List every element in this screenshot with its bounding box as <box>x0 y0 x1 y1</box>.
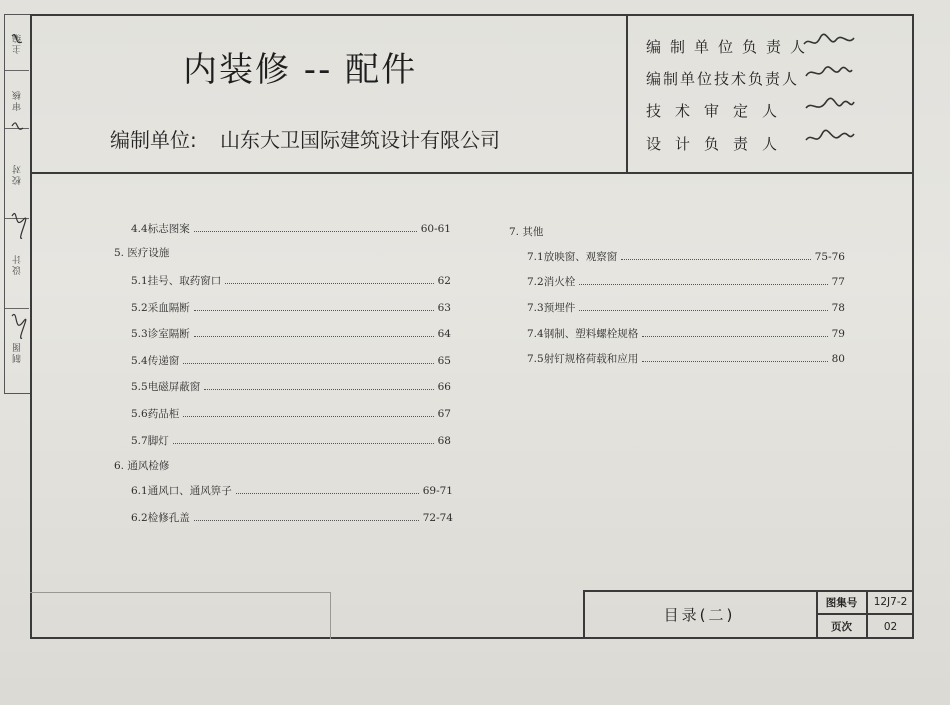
toc-item-text: 5.4传递窗 <box>131 355 180 367</box>
role-design-head: 设计负责人 <box>646 135 792 153</box>
toc-item-text: 5.3诊室隔断 <box>131 328 190 340</box>
sheet-title: 目录(二) <box>663 606 736 624</box>
toc-item-text: 5.6药品柜 <box>131 408 180 420</box>
toc-item-text: 4.4标志图案 <box>131 223 190 235</box>
toc-item-page: 72-74 <box>422 512 453 524</box>
toc-section: 6. 通风检修 <box>114 460 170 472</box>
atlas-number-label: 图集号 <box>825 596 858 609</box>
role-tech-head: 编制单位技术负责人 <box>646 70 800 88</box>
role-tech-reviewer: 技术审定人 <box>646 102 792 120</box>
toc-item[interactable] <box>131 300 451 315</box>
toc-item-page: 64 <box>437 328 451 340</box>
toc-item[interactable] <box>131 326 451 341</box>
toc-item-page: 67 <box>437 408 451 420</box>
page-title: 内装修 -- 配件 <box>183 50 418 90</box>
toc-item[interactable] <box>131 433 451 448</box>
toc-section: 5. 医疗设施 <box>114 247 170 259</box>
toc-item[interactable] <box>527 274 845 289</box>
toc-item-page: 62 <box>437 275 451 287</box>
toc-item-page: 75-76 <box>814 251 845 263</box>
signatures-image <box>800 30 860 160</box>
atlas-number-value: 12J7-2 <box>873 596 908 608</box>
toc-item-text: 7.2消火栓 <box>527 276 576 288</box>
toc-item-text: 7.3预埋件 <box>527 302 576 314</box>
toc-item[interactable] <box>527 326 845 341</box>
strip-label: 设计 <box>12 252 23 275</box>
toc-item-page: 60-61 <box>420 223 451 235</box>
toc-item-page: 77 <box>831 276 845 288</box>
toc-item-page: 79 <box>831 328 845 340</box>
strip-label: 校对 <box>12 162 23 185</box>
toc-item[interactable] <box>131 353 451 368</box>
toc-item-page: 80 <box>831 353 845 365</box>
strip-label: 主编 <box>12 31 23 54</box>
toc-item-text: 5.2采血隔断 <box>131 302 190 314</box>
page-number-label: 页次 <box>831 621 852 633</box>
toc-item-text: 5.1挂号、取药窗口 <box>131 275 222 287</box>
toc-item-text: 7.1放映窗、观察窗 <box>527 251 618 263</box>
toc-item-text: 7.5射钉规格荷载和应用 <box>527 353 639 365</box>
strip-label: 审核 <box>12 88 23 111</box>
toc-item-page: 65 <box>437 355 451 367</box>
toc-item-page: 63 <box>437 302 451 314</box>
strip-signatures-image <box>8 16 28 392</box>
toc-item-text: 5.5电磁屏蔽窗 <box>131 381 201 393</box>
toc-item[interactable] <box>131 379 451 394</box>
toc-item-text: 7.4钢制、塑料螺栓规格 <box>527 328 639 340</box>
header-divider <box>626 16 628 174</box>
strip-label: 制图 <box>12 341 23 363</box>
toc-item-text: 5.7脚灯 <box>131 435 169 447</box>
toc-item[interactable] <box>527 300 845 315</box>
toc-item-text: 6.2检修孔盖 <box>131 512 190 524</box>
faded-box <box>30 592 331 639</box>
page-number-value: 02 <box>883 620 898 633</box>
toc-item-page: 66 <box>437 381 451 393</box>
toc-item[interactable] <box>131 483 453 498</box>
toc-item[interactable] <box>131 510 453 525</box>
toc-item[interactable] <box>527 249 845 264</box>
toc-item-page: 78 <box>831 302 845 314</box>
toc-item[interactable] <box>131 273 451 288</box>
toc-item[interactable] <box>131 221 451 236</box>
role-unit-head: 编制单位负责人 <box>646 38 815 56</box>
toc-item-page: 68 <box>437 435 451 447</box>
org-label: 编制单位: <box>110 128 197 152</box>
toc-item[interactable] <box>527 351 845 366</box>
toc-item[interactable] <box>131 406 451 421</box>
org-name: 山东大卫国际建筑设计有限公司 <box>220 128 500 152</box>
toc-section: 7. 其他 <box>509 226 544 238</box>
toc-item-text: 6.1通风口、通风箅子 <box>131 485 232 497</box>
toc-item-page: 69-71 <box>422 485 453 497</box>
